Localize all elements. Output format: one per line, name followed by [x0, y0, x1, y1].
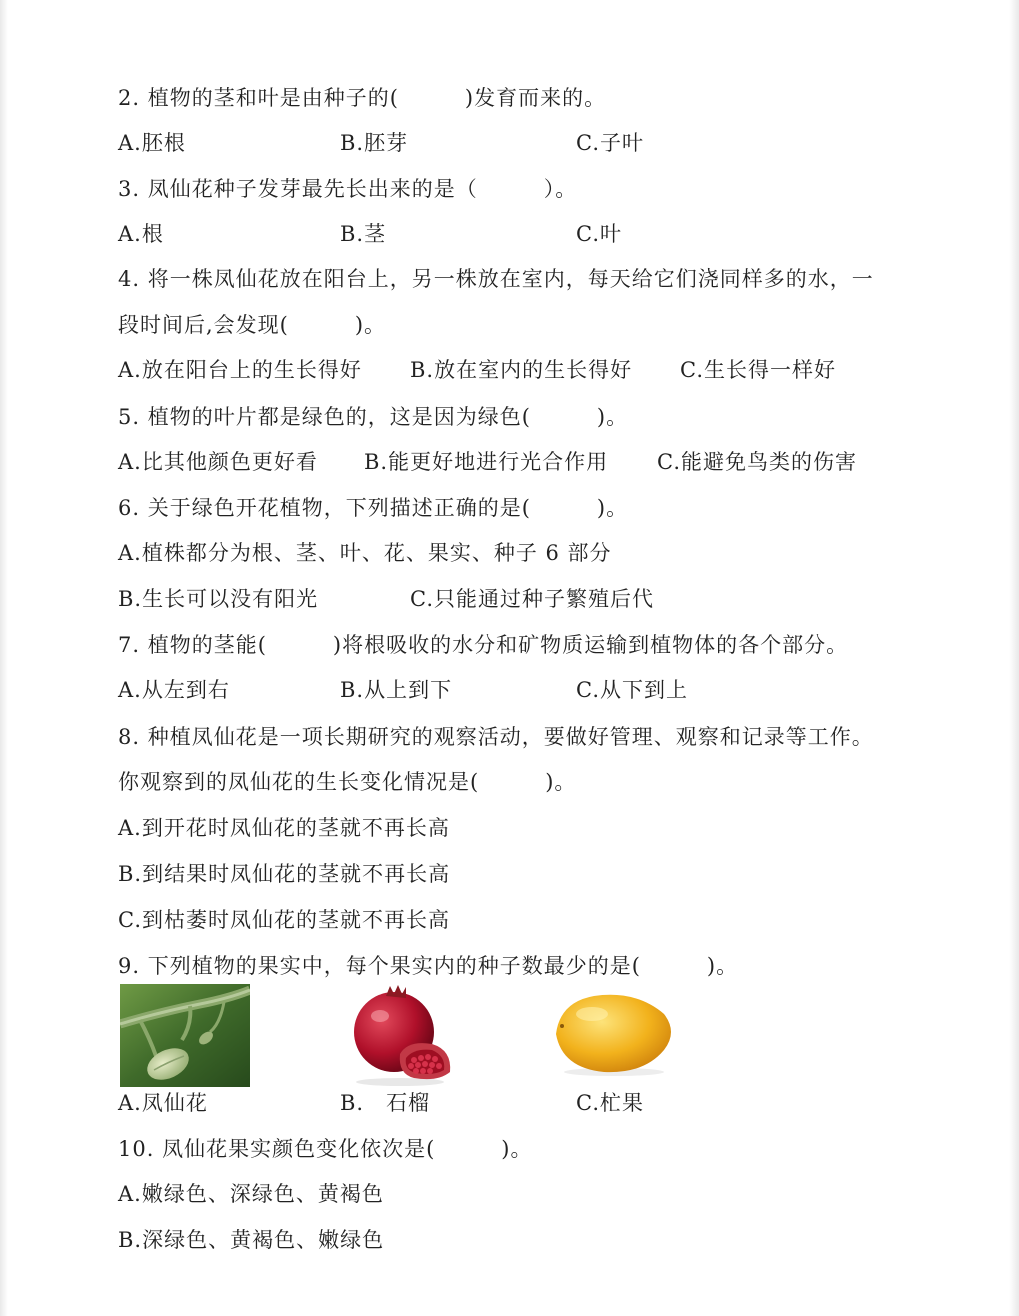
option-b: B.胚芽 — [340, 131, 409, 155]
option-c: C.杧果 — [576, 1091, 644, 1115]
question-3 — [118, 174, 577, 204]
question-4-continuation — [118, 310, 386, 340]
option-b: B.到结果时凤仙花的茎就不再长高 — [118, 862, 451, 886]
option-b: B.能更好地进行光合作用 — [364, 450, 609, 474]
question-stem: 植物的叶片都是绿色的，这是因为绿色( )。 — [147, 405, 629, 429]
option-c: C.只能通过种子繁殖后代 — [410, 587, 654, 611]
question-7 — [118, 630, 848, 660]
option-a: A.从左到右 — [118, 678, 230, 702]
question-number: 5. — [118, 405, 141, 429]
question-number: 6. — [118, 496, 141, 520]
question-number: 10. — [118, 1137, 155, 1161]
option-b: B. 石榴 — [340, 1091, 431, 1115]
question-number: 9. — [118, 954, 141, 978]
page-left-edge — [0, 0, 8, 1316]
question-number: 4. — [118, 267, 141, 291]
question-number: 3. — [118, 177, 141, 201]
question-stem: 将一株凤仙花放在阳台上，另一株放在室内，每天给它们浇同样多的水，一 — [147, 267, 874, 291]
option-a: A.放在阳台上的生长得好 — [118, 358, 362, 382]
option-b: B.从上到下 — [340, 678, 453, 702]
question-stem: 植物的茎和叶是由种子的( )发育而来的。 — [147, 86, 607, 110]
question-stem-line2: 你观察到的凤仙花的生长变化情况是( )。 — [118, 770, 577, 794]
question-stem: 关于绿色开花植物，下列描述正确的是( )。 — [147, 496, 629, 520]
pomegranate-image — [348, 982, 456, 1086]
option-b: B.茎 — [340, 222, 387, 246]
question-8-continuation — [118, 767, 576, 797]
question-8 — [118, 722, 874, 752]
option-a: A.嫩绿色、深绿色、黄褐色 — [118, 1182, 384, 1206]
option-a: A.到开花时凤仙花的茎就不再长高 — [118, 816, 450, 840]
question-stem: 凤仙花种子发芽最先长出来的是（ ）。 — [147, 177, 578, 201]
option-a: A.植株都分为根、茎、叶、花、果实、种子 6 部分 — [118, 541, 612, 565]
page-right-edge — [1009, 0, 1019, 1316]
question-4 — [118, 264, 874, 294]
question-stem: 植物的茎能( )将根吸收的水分和矿物质运输到植物体的各个部分。 — [147, 633, 849, 657]
question-9 — [118, 951, 738, 981]
question-10 — [118, 1134, 532, 1164]
option-c: C.到枯萎时凤仙花的茎就不再长高 — [118, 908, 450, 932]
option-c: C.能避免鸟类的伤害 — [657, 450, 857, 474]
question-2 — [118, 83, 606, 113]
option-b: B.深绿色、黄褐色、嫩绿色 — [118, 1228, 385, 1252]
impatiens-fruit-image — [120, 984, 250, 1087]
question-stem: 下列植物的果实中，每个果实内的种子数最少的是( )。 — [147, 954, 739, 978]
question-6 — [118, 493, 628, 523]
question-number: 8. — [118, 725, 141, 749]
mango-image — [548, 988, 676, 1078]
question-stem: 凤仙花果实颜色变化依次是( )。 — [162, 1137, 533, 1161]
option-a: A.凤仙花 — [118, 1091, 208, 1115]
option-c: C.子叶 — [576, 131, 644, 155]
question-stem: 种植凤仙花是一项长期研究的观察活动，要做好管理、观察和记录等工作。 — [147, 725, 874, 749]
option-c: C.从下到上 — [576, 678, 688, 702]
question-stem-line2: 段时间后,会发现( )。 — [118, 313, 387, 337]
option-a: A.根 — [118, 222, 164, 246]
option-a: A.胚根 — [118, 131, 186, 155]
option-b: B.生长可以没有阳光 — [118, 587, 319, 611]
option-c: C.生长得一样好 — [680, 358, 836, 382]
question-5 — [118, 402, 628, 432]
option-c: C.叶 — [576, 222, 622, 246]
option-b: B.放在室内的生长得好 — [410, 358, 633, 382]
question-number: 2. — [118, 86, 141, 110]
option-a: A.比其他颜色更好看 — [118, 450, 318, 474]
question-number: 7. — [118, 633, 141, 657]
